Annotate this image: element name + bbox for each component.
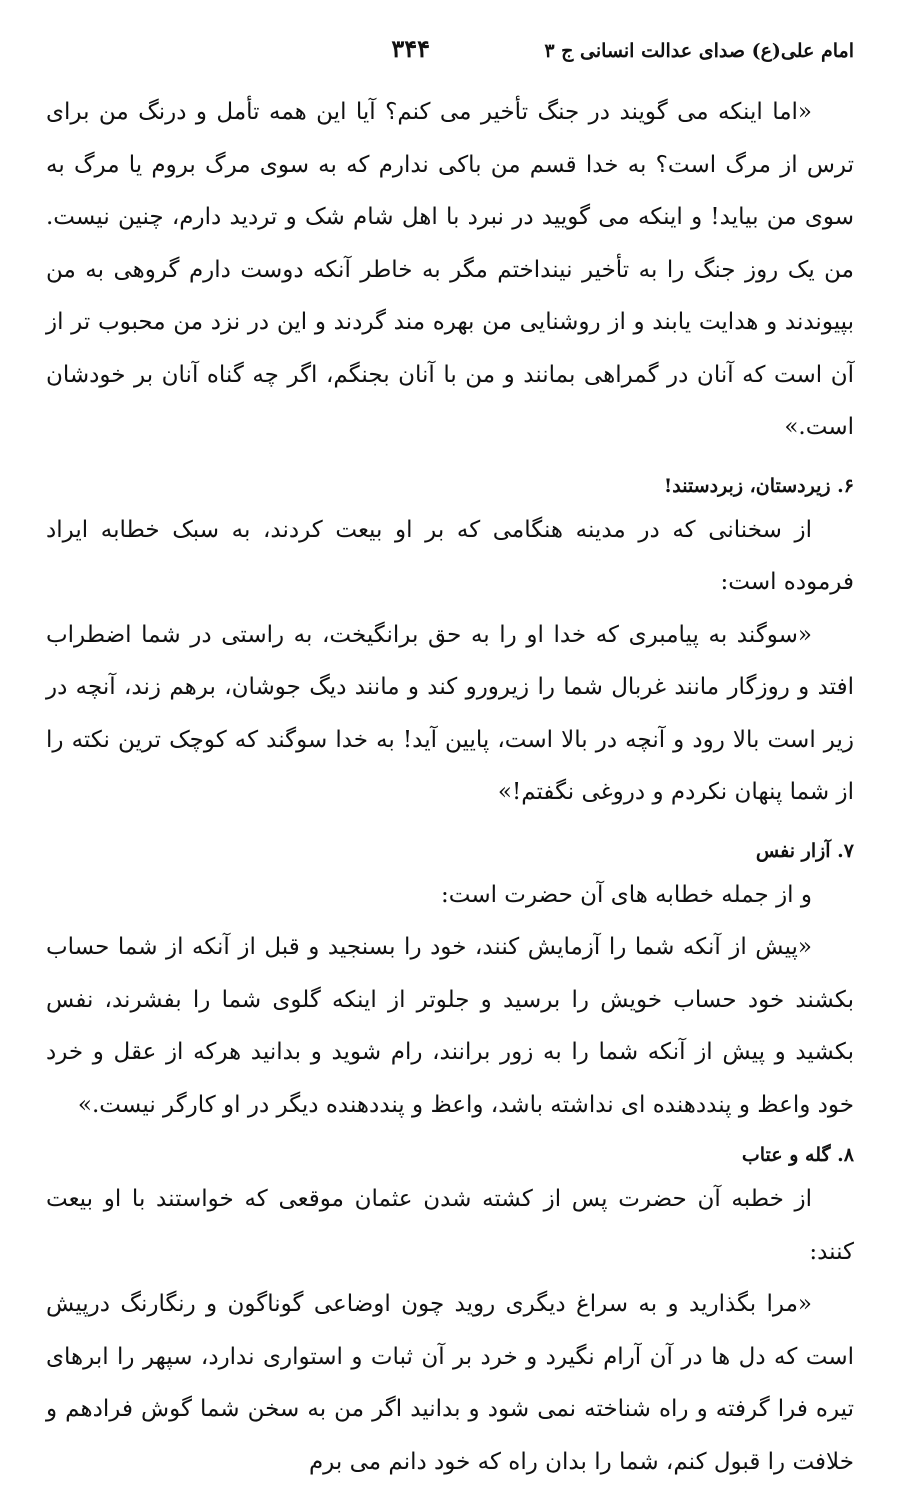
- section-8-intro: از خطبه آن حضرت پس از کشته شدن عثمان موقعی که خواستند با او بیعت کنند:: [46, 1186, 854, 1265]
- quote-paragraph-intro: «اما اینکه می گویند در جنگ تأخیر می کنم؟ آیا این همه تأمل و درنگ من برای ترس از مرگ است؟ به خدا قسم من باکی ندارم که به سوی مرگ بروم یا مرگ به سوی من بیاید! و اینکه می گویید در نبرد با اهل شام شک و تردید دارم، چنین نیست. من یک روز جنگ را به تأخیر نینداختم مگر به خاطر آنکه دوست دارم گروهی به من بپیوندند و هدایت یابند و از روشنایی من بهره مند گردند و این در نزد من محبوب تر از آن است که آنان در گمراهی بمانند و من با آنان بجنگم، اگر چه گناه آنان بر خودشان است.»: [46, 99, 854, 440]
- running-title: امام علی(ع) صدای عدالت انسانی ج ۳: [544, 40, 854, 62]
- section-6-intro: از سخنانی که در مدینه هنگامی که بر او بیعت کردند، به سبک خطابه ایراد فرموده است:: [46, 516, 854, 595]
- section-7-intro: و از جمله خطابه های آن حضرت است:: [441, 881, 812, 908]
- section-7-quote: «پیش از آنکه شما را آزمایش کنند، خود را بسنجید و قبل از آنکه از شما حساب بکشند خود حساب خویش را برسید و جلوتر از اینکه گلوی شما را بفشرند، نفس بکشید و پیش از آنکه شما را به زور برانند، رام شوید و بدانید هرکه از عقل و خرد خود واعظ و پنددهنده ای نداشته باشد، واعظ و پنددهنده دیگر در او کارگر نیست.»: [46, 934, 854, 1118]
- section-heading-8: ۸. گله و عتاب: [741, 1144, 854, 1166]
- section-heading-7: ۷. آزار نفس: [755, 839, 854, 862]
- section-6-quote: «سوگند به پیامبری که خدا او را به حق برانگیخت، به راستی در شما اضطراب افتد و روزگار مانند غربال شما را زیرورو کند و مانند دیگ جوشان، برهم زند، آنچه در زیر است بالا رود و آنچه در بالا است، پایین آید! به خدا سوگند که کوچک ترین نکته را از شما پنهان نکردم و دروغی نگفتم!»: [46, 621, 854, 805]
- section-8-quote: «مرا بگذارید و به سراغ دیگری روید چون اوضاعی گوناگون و رنگارنگ درپیش است که دل ها در آن آرام نگیرد و خرد بر آن ثبات و استواری ندارد، سپهر را ابرهای تیره فرا گرفته و راه شناخته نمی شود و بدانید اگر من به سخن شما گوش فرادهم و خلافت را قبول کنم، شما را بدان راه که خود دانم می برم: [46, 1291, 854, 1475]
- page-header: [46, 34, 854, 74]
- section-heading-6: ۶. زیردستان، زبردستند!: [663, 474, 854, 497]
- page-body: [46, 86, 854, 1488]
- page-number: ۳۴۴: [391, 34, 430, 63]
